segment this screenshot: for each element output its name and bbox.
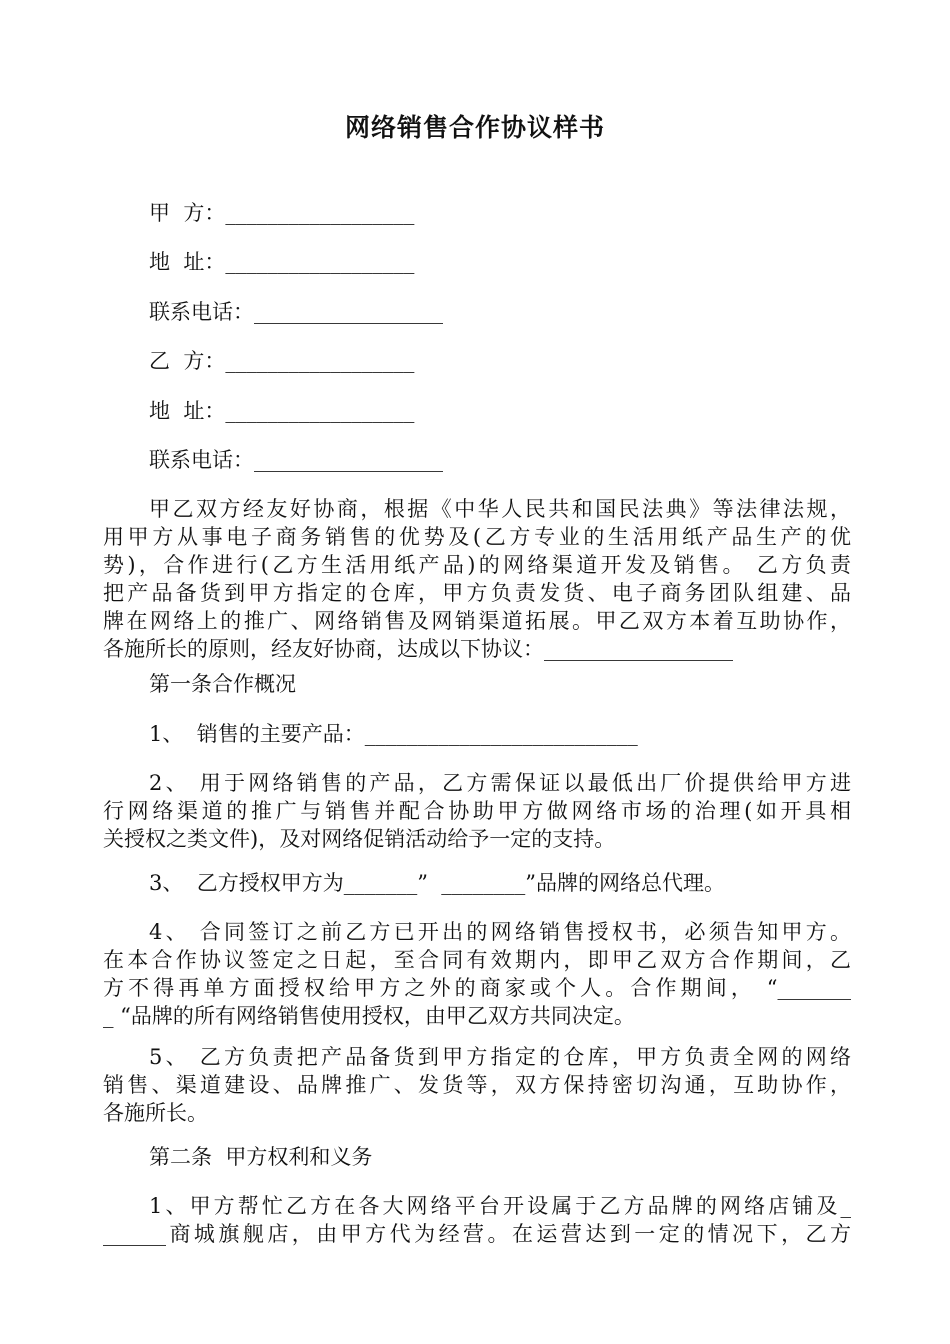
article-1-item-5 — [103, 1043, 851, 1127]
item-line: 行网络渠道的推广与销售并配合协助甲方做网络市场的治理(如开具相 — [103, 799, 851, 823]
party-b-name-field: 乙 方：__________________ — [149, 349, 415, 373]
item-line: 5、 乙方负责把产品备货到甲方指定的仓库，甲方负责全网的网络 — [149, 1045, 851, 1069]
item-line: 4、 合同签订之前乙方已开出的网络销售授权书，必须告知甲方。 — [149, 920, 851, 944]
item-line: 在本合作协议签定之日起，至合同有效期内，即甲乙双方合作期间，乙 — [103, 948, 851, 972]
intro-paragraph — [103, 495, 851, 663]
party-a-phone-field: 联系电话：__________________ — [149, 300, 443, 324]
party-b-phone-field: 联系电话：__________________ — [149, 448, 443, 472]
intro-line: 各施所长的原则，经友好协商，达成以下协议：__________________ — [103, 637, 733, 661]
article-1-heading: 第一条合作概况 — [149, 672, 296, 696]
article-2-heading: 第二条 甲方权利和义务 — [149, 1145, 373, 1169]
article-1-item-2 — [103, 769, 851, 853]
intro-line: 甲乙双方经友好协商，根据《中华人民共和国民法典》等法律法规， — [149, 497, 851, 521]
item-line: 方不得再单方面授权给甲方之外的商家或个人。合作期间， “_______ — [103, 976, 851, 1000]
item-line: 关授权之类文件)，及对网络促销活动给予一定的支持。 — [103, 827, 616, 851]
intro-line: 把产品备货到甲方指定的仓库，甲方负责发货、电子商务团队组建、品 — [103, 581, 851, 605]
item-line: 2、 用于网络销售的产品，乙方需保证以最低出厂价提供给甲方进 — [149, 771, 851, 795]
article-2-item-1 — [103, 1192, 851, 1248]
item-line: 销售、渠道建设、品牌推广、发货等，双方保持密切沟通，互助协作， — [103, 1073, 851, 1097]
article-1-item-4 — [103, 918, 851, 1030]
party-a-address-field: 地 址：__________________ — [149, 250, 415, 274]
item-line: 各施所长。 — [103, 1101, 208, 1125]
party-a-name-field: 甲 方：__________________ — [149, 201, 415, 225]
article-1-item-3: 3、 乙方授权甲方为_______” ________”品牌的网络总代理。 — [149, 871, 726, 895]
item-line: _ “品牌的所有网络销售使用授权，由甲乙双方共同决定。 — [103, 1004, 635, 1028]
item-line: ______商城旗舰店，由甲方代为经营。在运营达到一定的情况下，乙方 — [103, 1222, 851, 1246]
intro-line: 势)，合作进行(乙方生活用纸产品)的网络渠道开发及销售。 乙方负责 — [103, 553, 851, 577]
intro-line: 用甲方从事电子商务销售的优势及(乙方专业的生活用纸产品生产的优 — [103, 525, 851, 549]
article-1-item-1: 1、 销售的主要产品：__________________________ — [149, 722, 638, 746]
document-title: 网络销售合作协议样书 — [344, 113, 605, 142]
intro-line: 牌在网络上的推广、网络销售及网销渠道拓展。甲乙双方本着互助协作， — [103, 609, 851, 633]
item-line: 1、甲方帮忙乙方在各大网络平台开设属于乙方品牌的网络店铺及_ — [149, 1194, 851, 1218]
party-b-address-field: 地 址：__________________ — [149, 399, 415, 423]
